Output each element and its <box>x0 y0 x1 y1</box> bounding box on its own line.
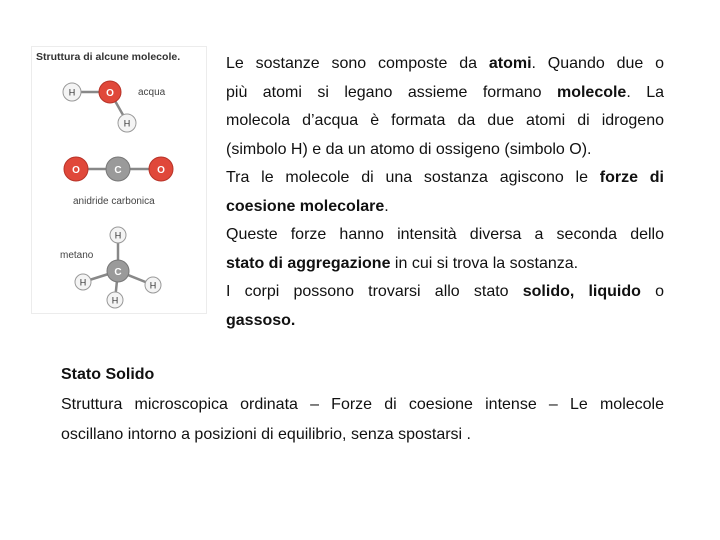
intro-paragraph-states <box>226 278 664 335</box>
text-line: Queste forze hanno intensità diversa a seconda dello <box>226 226 664 243</box>
intro-paragraph-forces <box>226 164 664 221</box>
atom-label-h: H <box>149 280 157 291</box>
atom-label-c: C <box>114 267 122 278</box>
section-title: Stato Solido <box>61 366 155 383</box>
text-line: oscillano intorno a posizioni di equilibrio, senza spostarsi . <box>61 426 471 443</box>
text-line: Tra le molecole di una sostanza agiscono le forze di <box>226 169 665 186</box>
atom-label-o: O <box>72 165 80 176</box>
term-coesione-molecolare: coesione molecolare <box>226 197 385 215</box>
term-forze-di: forze di <box>599 169 665 186</box>
term-solido-liquido: solido, liquido <box>522 283 641 300</box>
text-line: I corpi possono trovarsi allo stato solido, liquido o <box>226 283 664 300</box>
intro-paragraph-aggregation <box>226 221 664 278</box>
water-label: acqua <box>138 87 166 98</box>
section-body <box>61 390 664 450</box>
atom-label-c: C <box>114 165 122 176</box>
figure-title: Struttura di alcune molecole. <box>36 51 181 63</box>
text-line: molecola d’acqua è formata da due atomi di idrogeno <box>226 112 664 129</box>
co2-molecule <box>64 157 173 207</box>
co2-label: anidride carbonica <box>73 196 155 207</box>
text-line <box>226 307 664 336</box>
term-molecole: molecole <box>556 83 627 101</box>
atom-label-h: H <box>68 87 76 98</box>
atom-label-o: O <box>157 165 165 176</box>
molecule-structures-figure <box>31 46 207 314</box>
atom-label-h: H <box>123 118 131 129</box>
text-line: Le sostanze sono composte da atomi. Quando due o <box>226 55 665 72</box>
atom-label-h: H <box>79 277 87 288</box>
text-line: coesione molecolare. <box>226 197 389 215</box>
methane-molecule <box>60 227 161 308</box>
term-atomi: atomi <box>488 55 532 72</box>
term-stato-di-aggregazione: stato di aggregazione <box>226 254 391 272</box>
atom-label-h: H <box>111 295 119 306</box>
water-molecule <box>63 81 166 132</box>
text-line: più atomi si legano assieme formano molecole. La <box>226 83 665 101</box>
atom-label-h: H <box>114 230 122 241</box>
text-line: (simbolo H) e da un atomo di ossigeno (simbolo O). <box>226 140 592 158</box>
methane-label: metano <box>60 250 94 261</box>
text-line: Struttura microscopica ordinata – Forze di coesione intense – Le molecole <box>61 396 664 413</box>
atom-label-o: O <box>106 88 114 99</box>
text-line: stato di aggregazione in cui si trova la sostanza. <box>226 254 579 272</box>
intro-paragraph-atoms <box>226 50 664 164</box>
molecule-diagram <box>32 47 208 315</box>
term-gassoso: gassoso. <box>226 311 296 329</box>
